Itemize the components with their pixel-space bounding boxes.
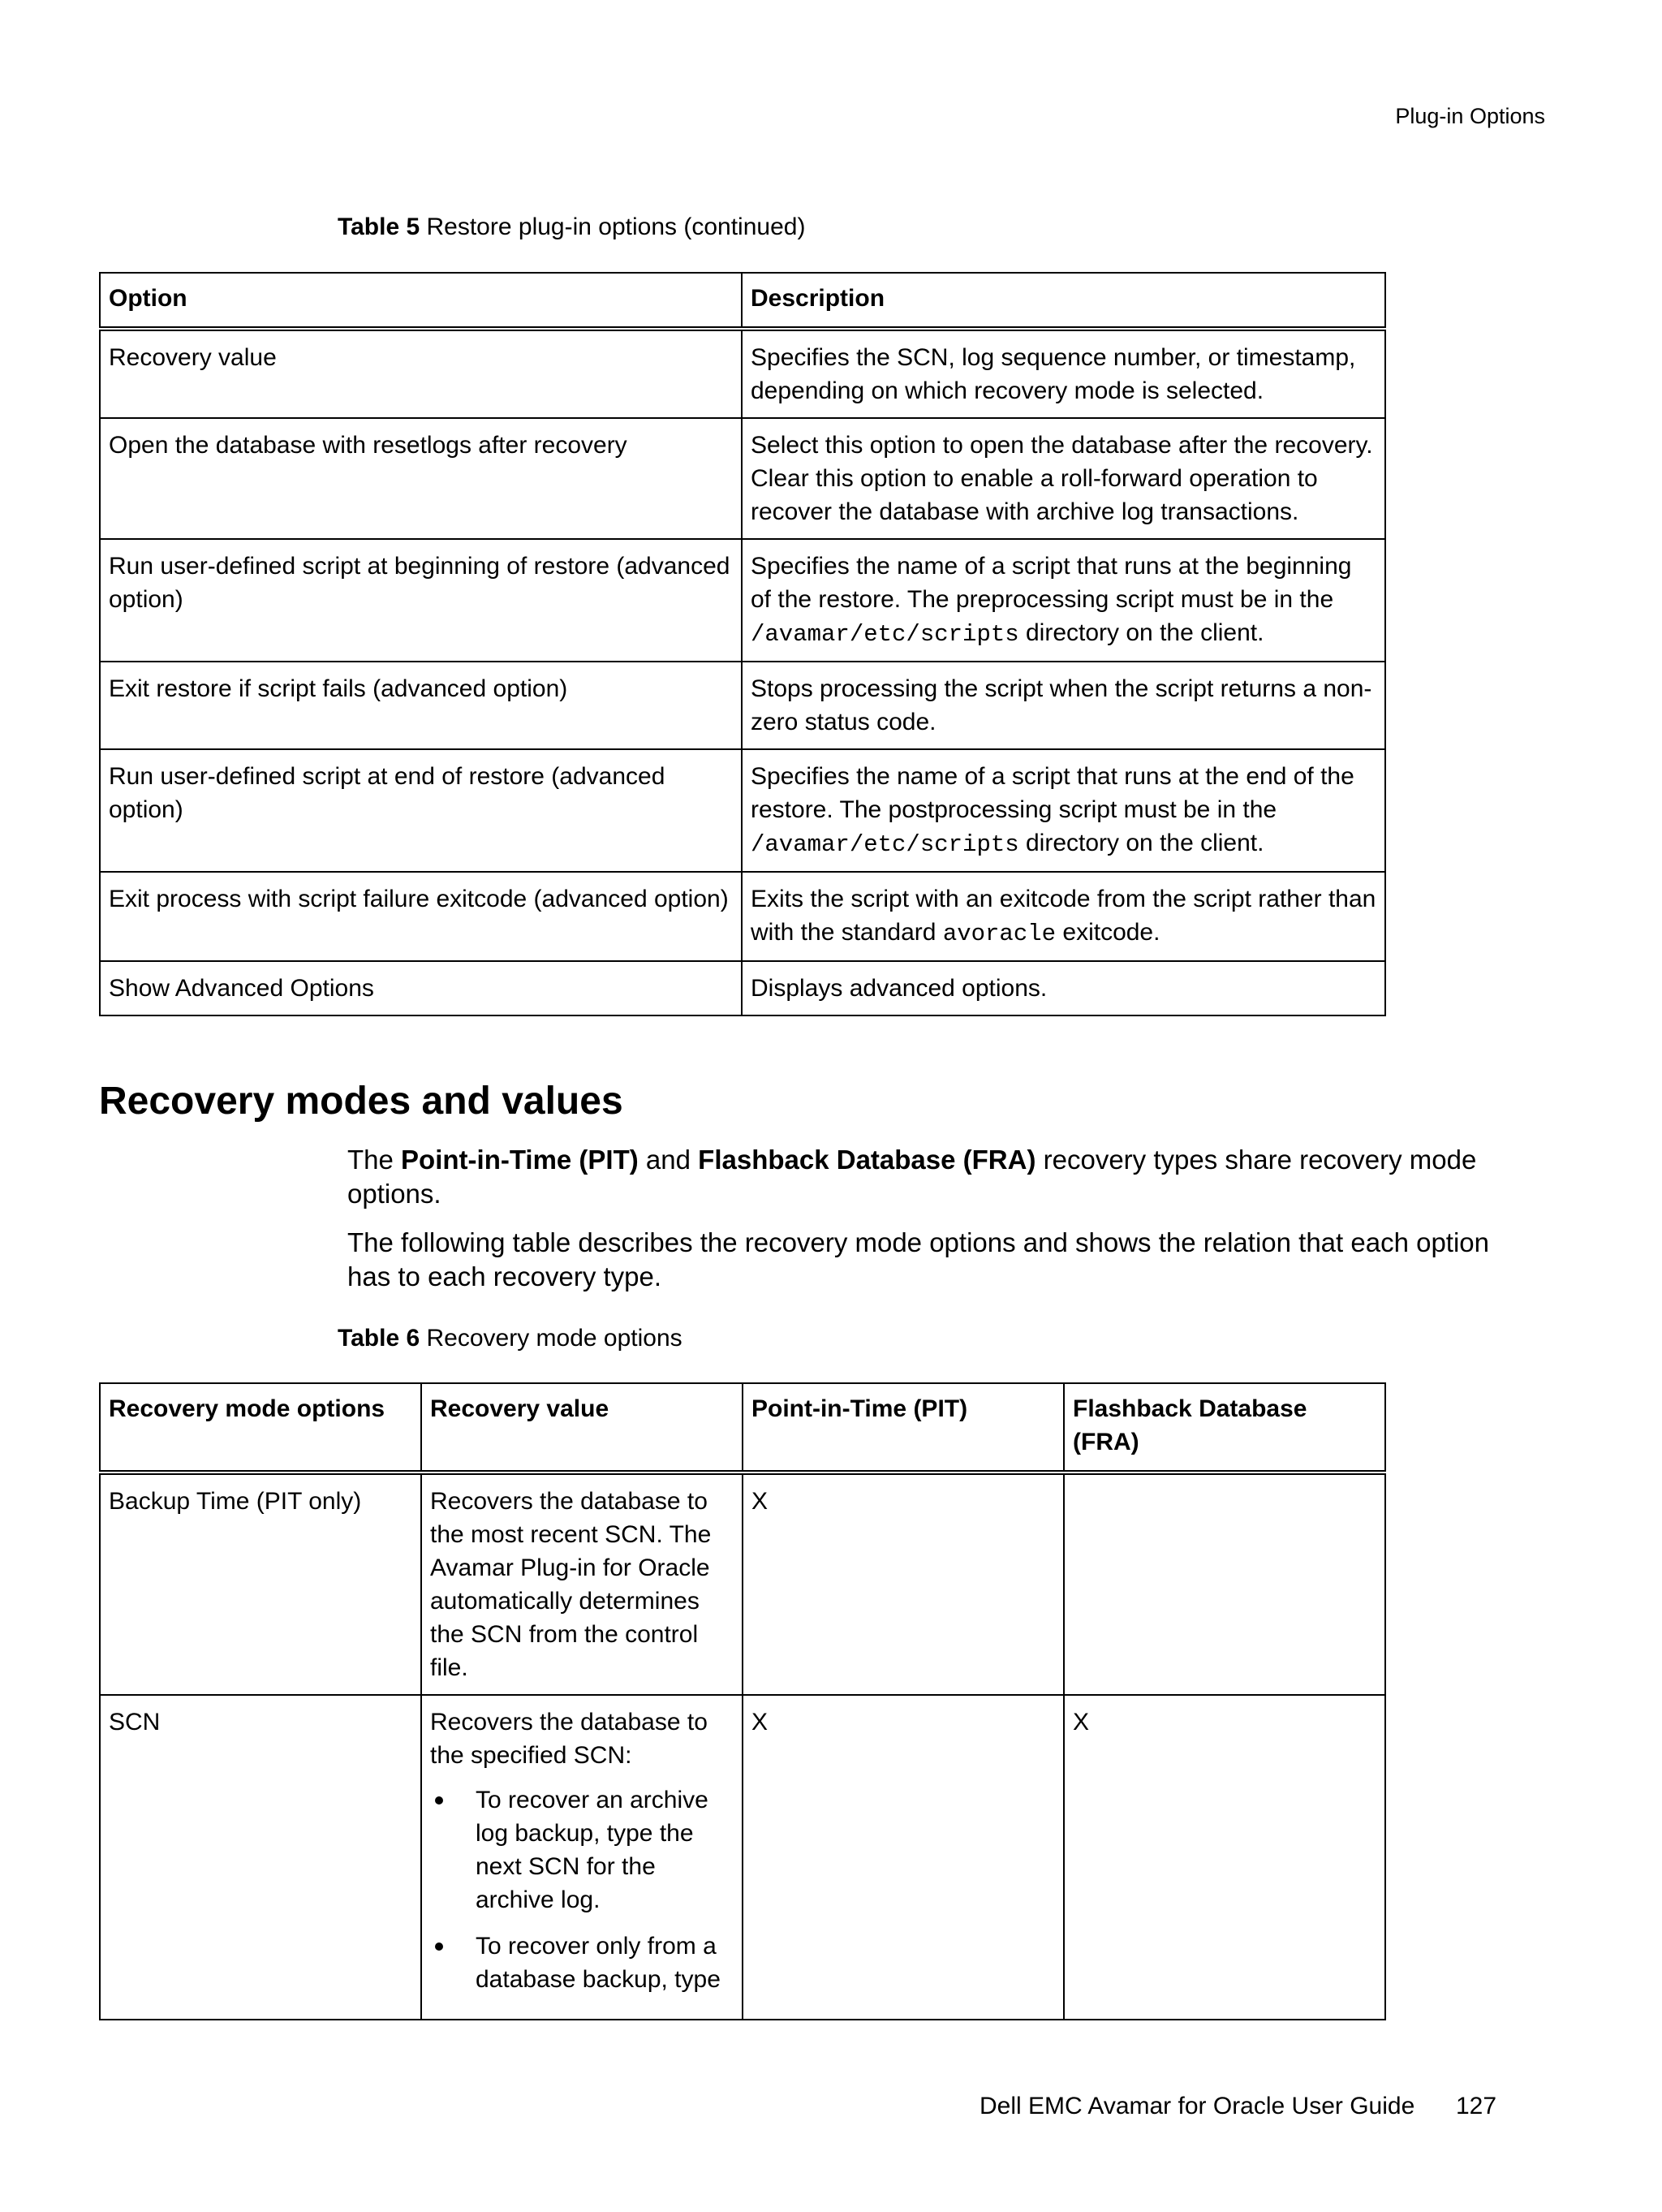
- column-header-description: Description: [742, 273, 1385, 329]
- description-cell: Stops processing the script when the script returns a non-zero status code.: [742, 662, 1385, 749]
- value-cell: [421, 1695, 743, 2020]
- description-text: Specifies the name of a script that runs at the beginning of the restore. The preprocessing script must be in the: [751, 553, 1352, 613]
- table-row: [100, 1473, 1385, 1695]
- option-cell: Run user-defined script at beginning of restore (advanced option): [100, 539, 742, 662]
- table-header-row: [100, 273, 1385, 329]
- description-cell: Select this option to open the database after the recovery. Clear this option to enable a roll-forward operation to recover the database with archive log transactions.: [742, 418, 1385, 539]
- table5-caption-label: Table 5: [338, 213, 420, 240]
- bullet-list: [430, 1783, 734, 1996]
- table-intro-paragraph: The following table describes the recovery mode options and shows the relation that each option has to each recovery type.: [347, 1227, 1490, 1291]
- column-header-fra: Flashback Database (FRA): [1064, 1383, 1385, 1473]
- description-cell: [742, 872, 1385, 961]
- list-item: To recover an archive log backup, type the next SCN for the archive log.: [476, 1783, 734, 1917]
- description-cell: [742, 539, 1385, 662]
- script-path-code: /avamar/etc/scripts: [751, 831, 1019, 858]
- pit-term: Point-in-Time (PIT): [401, 1145, 639, 1175]
- option-cell: Exit restore if script fails (advanced option): [100, 662, 742, 749]
- column-header-mode: Recovery mode options: [100, 1383, 421, 1473]
- description-text: Exits the script with an exitcode from the script rather than with the standard: [751, 886, 1376, 946]
- restore-options-table: [99, 272, 1386, 1016]
- section-heading: Recovery modes and values: [99, 1080, 623, 1123]
- table-row: [100, 662, 1385, 749]
- fra-cell: X: [1064, 1695, 1385, 2020]
- option-cell: Run user-defined script at end of restore (advanced option): [100, 749, 742, 872]
- intro-paragraph: [347, 1143, 1516, 1211]
- exitcode-code: avoracle: [942, 921, 1057, 947]
- mode-cell: SCN: [100, 1695, 421, 2020]
- running-header: Plug-in Options: [1395, 104, 1545, 128]
- pit-cell: X: [743, 1473, 1064, 1695]
- pit-cell: X: [743, 1695, 1064, 2020]
- paragraph-text: recovery types share recovery mode options.: [347, 1145, 1477, 1209]
- table-row: [100, 329, 1385, 418]
- description-cell: [742, 749, 1385, 872]
- option-cell: Show Advanced Options: [100, 961, 742, 1015]
- option-cell: Exit process with script failure exitcode (advanced option): [100, 872, 742, 961]
- description-text: Specifies the name of a script that runs at the end of the restore. The postprocessing script must be in the: [751, 763, 1354, 823]
- recovery-mode-table: [99, 1382, 1386, 2020]
- footer-guide-title: Dell EMC Avamar for Oracle User Guide: [980, 2093, 1415, 2119]
- column-header-value: Recovery value: [421, 1383, 743, 1473]
- table-row: [100, 749, 1385, 872]
- table5-caption-text: Restore plug-in options (continued): [426, 213, 806, 240]
- value-text: Recovers the database to the specified SCN:: [430, 1709, 708, 1769]
- table6-caption-text: Recovery mode options: [426, 1325, 682, 1352]
- list-item: To recover only from a database backup, type: [476, 1930, 734, 1996]
- option-cell: Recovery value: [100, 329, 742, 418]
- description-text: directory on the client.: [1018, 830, 1264, 856]
- script-path-code: /avamar/etc/scripts: [751, 621, 1019, 648]
- table-row: [100, 961, 1385, 1015]
- paragraph-text: The: [347, 1145, 402, 1175]
- table-header-row: [100, 1383, 1385, 1473]
- table6-caption: [338, 1323, 682, 1354]
- table-row: [100, 418, 1385, 539]
- mode-cell: Backup Time (PIT only): [100, 1473, 421, 1695]
- description-text: directory on the client.: [1018, 619, 1264, 646]
- column-header-pit: Point-in-Time (PIT): [743, 1383, 1064, 1473]
- fra-cell: [1064, 1473, 1385, 1695]
- description-cell: Displays advanced options.: [742, 961, 1385, 1015]
- description-cell: Specifies the SCN, log sequence number, or timestamp, depending on which recovery mode is selected.: [742, 329, 1385, 418]
- description-text: exitcode.: [1056, 919, 1160, 946]
- table-row: [100, 872, 1385, 961]
- table-row: [100, 1695, 1385, 2020]
- fra-term: Flashback Database (FRA): [698, 1145, 1036, 1175]
- paragraph-text: and: [638, 1145, 699, 1175]
- table6-caption-label: Table 6: [338, 1325, 420, 1352]
- value-cell: Recovers the database to the most recent SCN. The Avamar Plug-in for Oracle automatically determines the SCN from the control file.: [421, 1473, 743, 1695]
- table-row: [100, 539, 1385, 662]
- table5-caption: [338, 212, 805, 243]
- page-number: 127: [1456, 2093, 1497, 2119]
- option-cell: Open the database with resetlogs after recovery: [100, 418, 742, 539]
- column-header-option: Option: [100, 273, 742, 329]
